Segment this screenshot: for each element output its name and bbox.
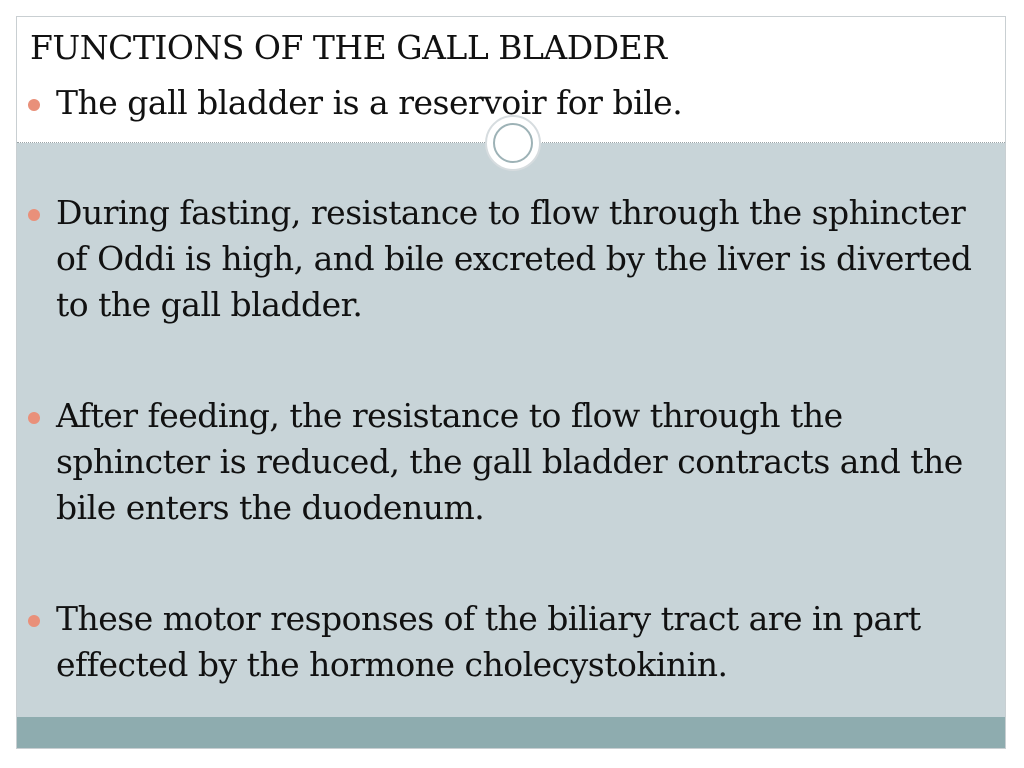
bullet-item (28, 596, 988, 688)
footer-bar (17, 717, 1005, 748)
bullet-dot-icon (28, 99, 40, 111)
bullet-text: The gall bladder is a reservoir for bile. (56, 83, 683, 122)
bullet-dot-icon (28, 209, 40, 221)
bullet-text: These motor responses of the biliary tract are in part effected by the hormone cholecystokinin. (56, 599, 921, 684)
bullet-item (28, 190, 988, 328)
bullet-item (28, 80, 682, 126)
bullet-text: During fasting, resistance to flow through the sphincter of Oddi is high, and bile excreted by the liver is diverted to the gall bladder. (56, 193, 972, 324)
bullet-text: After feeding, the resistance to flow through the sphincter is reduced, the gall bladder contracts and the bile enters the duodenum. (56, 396, 963, 527)
bullet-dot-icon (28, 412, 40, 424)
divider-circle-inner (493, 123, 533, 163)
bullet-dot-icon (28, 615, 40, 627)
bullet-item (28, 393, 988, 531)
slide-title: FUNCTIONS OF THE GALL BLADDER (30, 28, 667, 67)
